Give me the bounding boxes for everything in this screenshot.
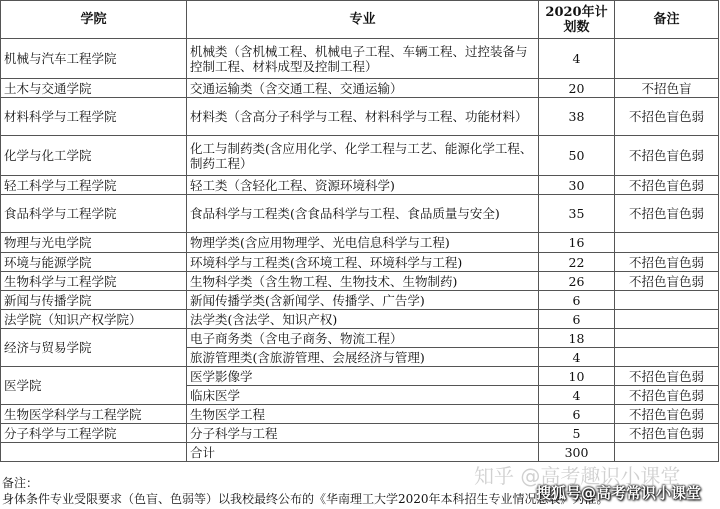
cell-major: 电子商务类（含电子商务、物流工程） — [187, 329, 539, 348]
zhihu-watermark: 知乎 @高考趣识小课堂 — [474, 464, 681, 488]
header-note: 备注 — [615, 1, 719, 39]
cell-school: 法学院（知识产权学院） — [1, 310, 187, 329]
cell-school: 生物医学科学与工程学院 — [1, 405, 187, 424]
cell-major: 新闻传播学类(含新闻学、传播学、广告学) — [187, 291, 539, 310]
cell-quota: 18 — [539, 329, 615, 348]
table-row — [1, 329, 719, 348]
table-row — [1, 253, 719, 272]
cell-quota: 4 — [539, 386, 615, 405]
table-row — [1, 291, 719, 310]
cell-note — [615, 39, 719, 79]
table-row — [1, 176, 719, 195]
cell-school: 物理与光电学院 — [1, 233, 187, 253]
cell-quota: 35 — [539, 195, 615, 233]
header-school: 学院 — [1, 1, 187, 39]
cell-quota: 20 — [539, 79, 615, 98]
cell-school: 生物科学与工程学院 — [1, 272, 187, 291]
cell-major: 机械类（含机械工程、机械电子工程、车辆工程、过控装备与控制工程、材料成型及控制工程） — [187, 39, 539, 79]
cell-major: 分子科学与工程 — [187, 424, 539, 443]
table-row — [1, 405, 719, 424]
cell-major: 生物医学工程 — [187, 405, 539, 424]
cell-major: 旅游管理类(含旅游管理、会展经济与管理) — [187, 348, 539, 367]
cell-quota: 4 — [539, 39, 615, 79]
cell-major: 交通运输类（含交通工程、交通运输） — [187, 79, 539, 98]
cell-school — [1, 443, 187, 462]
header-major: 专业 — [187, 1, 539, 39]
cell-note — [615, 233, 719, 253]
cell-quota: 5 — [539, 424, 615, 443]
table-row — [1, 367, 719, 386]
cell-note: 不招色盲色弱 — [615, 424, 719, 443]
table-row — [1, 79, 719, 98]
table-row — [1, 39, 719, 79]
cell-note — [615, 291, 719, 310]
cell-school: 新闻与传播学院 — [1, 291, 187, 310]
table-row — [1, 136, 719, 176]
cell-quota: 6 — [539, 405, 615, 424]
cell-major: 物理学类(含应用物理学、光电信息科学与工程) — [187, 233, 539, 253]
cell-quota: 22 — [539, 253, 615, 272]
cell-quota: 300 — [539, 443, 615, 462]
cell-note: 不招色盲色弱 — [615, 195, 719, 233]
cell-note — [615, 348, 719, 367]
table-row — [1, 310, 719, 329]
cell-major: 化工与制药类(含应用化学、化学工程与工艺、能源化学工程、制药工程） — [187, 136, 539, 176]
cell-note: 不招色盲色弱 — [615, 405, 719, 424]
cell-major: 轻工类（含轻化工程、资源环境科学) — [187, 176, 539, 195]
cell-quota: 38 — [539, 98, 615, 136]
table-row — [1, 443, 719, 462]
cell-note: 不招色盲 — [615, 79, 719, 98]
cell-school: 经济与贸易学院 — [1, 329, 187, 367]
header-quota: 2020年计划数 — [539, 1, 615, 39]
cell-quota: 26 — [539, 272, 615, 291]
cell-major: 生物科学类（含生物工程、生物技术、生物制药) — [187, 272, 539, 291]
cell-major: 食品科学与工程类(含食品科学与工程、食品质量与安全) — [187, 195, 539, 233]
sohu-watermark: 搜狐号@高考常识小课堂 — [536, 484, 702, 502]
cell-note — [615, 443, 719, 462]
table-row — [1, 272, 719, 291]
cell-note: 不招色盲色弱 — [615, 272, 719, 291]
cell-school: 轻工科学与工程学院 — [1, 176, 187, 195]
cell-school: 机械与汽车工程学院 — [1, 39, 187, 79]
table-row — [1, 195, 719, 233]
cell-quota: 4 — [539, 348, 615, 367]
cell-school: 分子科学与工程学院 — [1, 424, 187, 443]
table-row — [1, 424, 719, 443]
cell-note: 不招色盲色弱 — [615, 253, 719, 272]
cell-major: 临床医学 — [187, 386, 539, 405]
table-row — [1, 98, 719, 136]
footnote-label: 备注： — [2, 476, 39, 490]
cell-major: 材料类（含高分子科学与工程、材料科学与工程、功能材料） — [187, 98, 539, 136]
cell-note: 不招色盲色弱 — [615, 176, 719, 195]
cell-quota: 6 — [539, 291, 615, 310]
footnote-text: 身体条件专业受限要求（色盲、色弱等）以我校最终公布的《华南理工大学2020年本科招生专业情况总表》为准。 — [2, 492, 609, 506]
cell-note — [615, 329, 719, 348]
cell-quota: 16 — [539, 233, 615, 253]
cell-note: 不招色盲色弱 — [615, 98, 719, 136]
cell-school: 环境与能源学院 — [1, 253, 187, 272]
table-body — [1, 39, 719, 462]
cell-note — [615, 310, 719, 329]
cell-note: 不招色盲色弱 — [615, 136, 719, 176]
cell-school: 食品科学与工程学院 — [1, 195, 187, 233]
cell-school: 材料科学与工程学院 — [1, 98, 187, 136]
table-row — [1, 233, 719, 253]
cell-note: 不招色盲色弱 — [615, 367, 719, 386]
cell-quota: 50 — [539, 136, 615, 176]
table-header — [1, 1, 719, 39]
cell-quota: 30 — [539, 176, 615, 195]
cell-school: 医学院 — [1, 367, 187, 405]
cell-quota: 6 — [539, 310, 615, 329]
cell-major: 合计 — [187, 443, 539, 462]
cell-major: 法学类(含法学、知识产权) — [187, 310, 539, 329]
cell-major: 医学影像学 — [187, 367, 539, 386]
cell-school: 土木与交通学院 — [1, 79, 187, 98]
cell-school: 化学与化工学院 — [1, 136, 187, 176]
cell-quota: 10 — [539, 367, 615, 386]
cell-major: 环境科学与工程类(含环境工程、环境科学与工程) — [187, 253, 539, 272]
cell-note: 不招色盲色弱 — [615, 386, 719, 405]
